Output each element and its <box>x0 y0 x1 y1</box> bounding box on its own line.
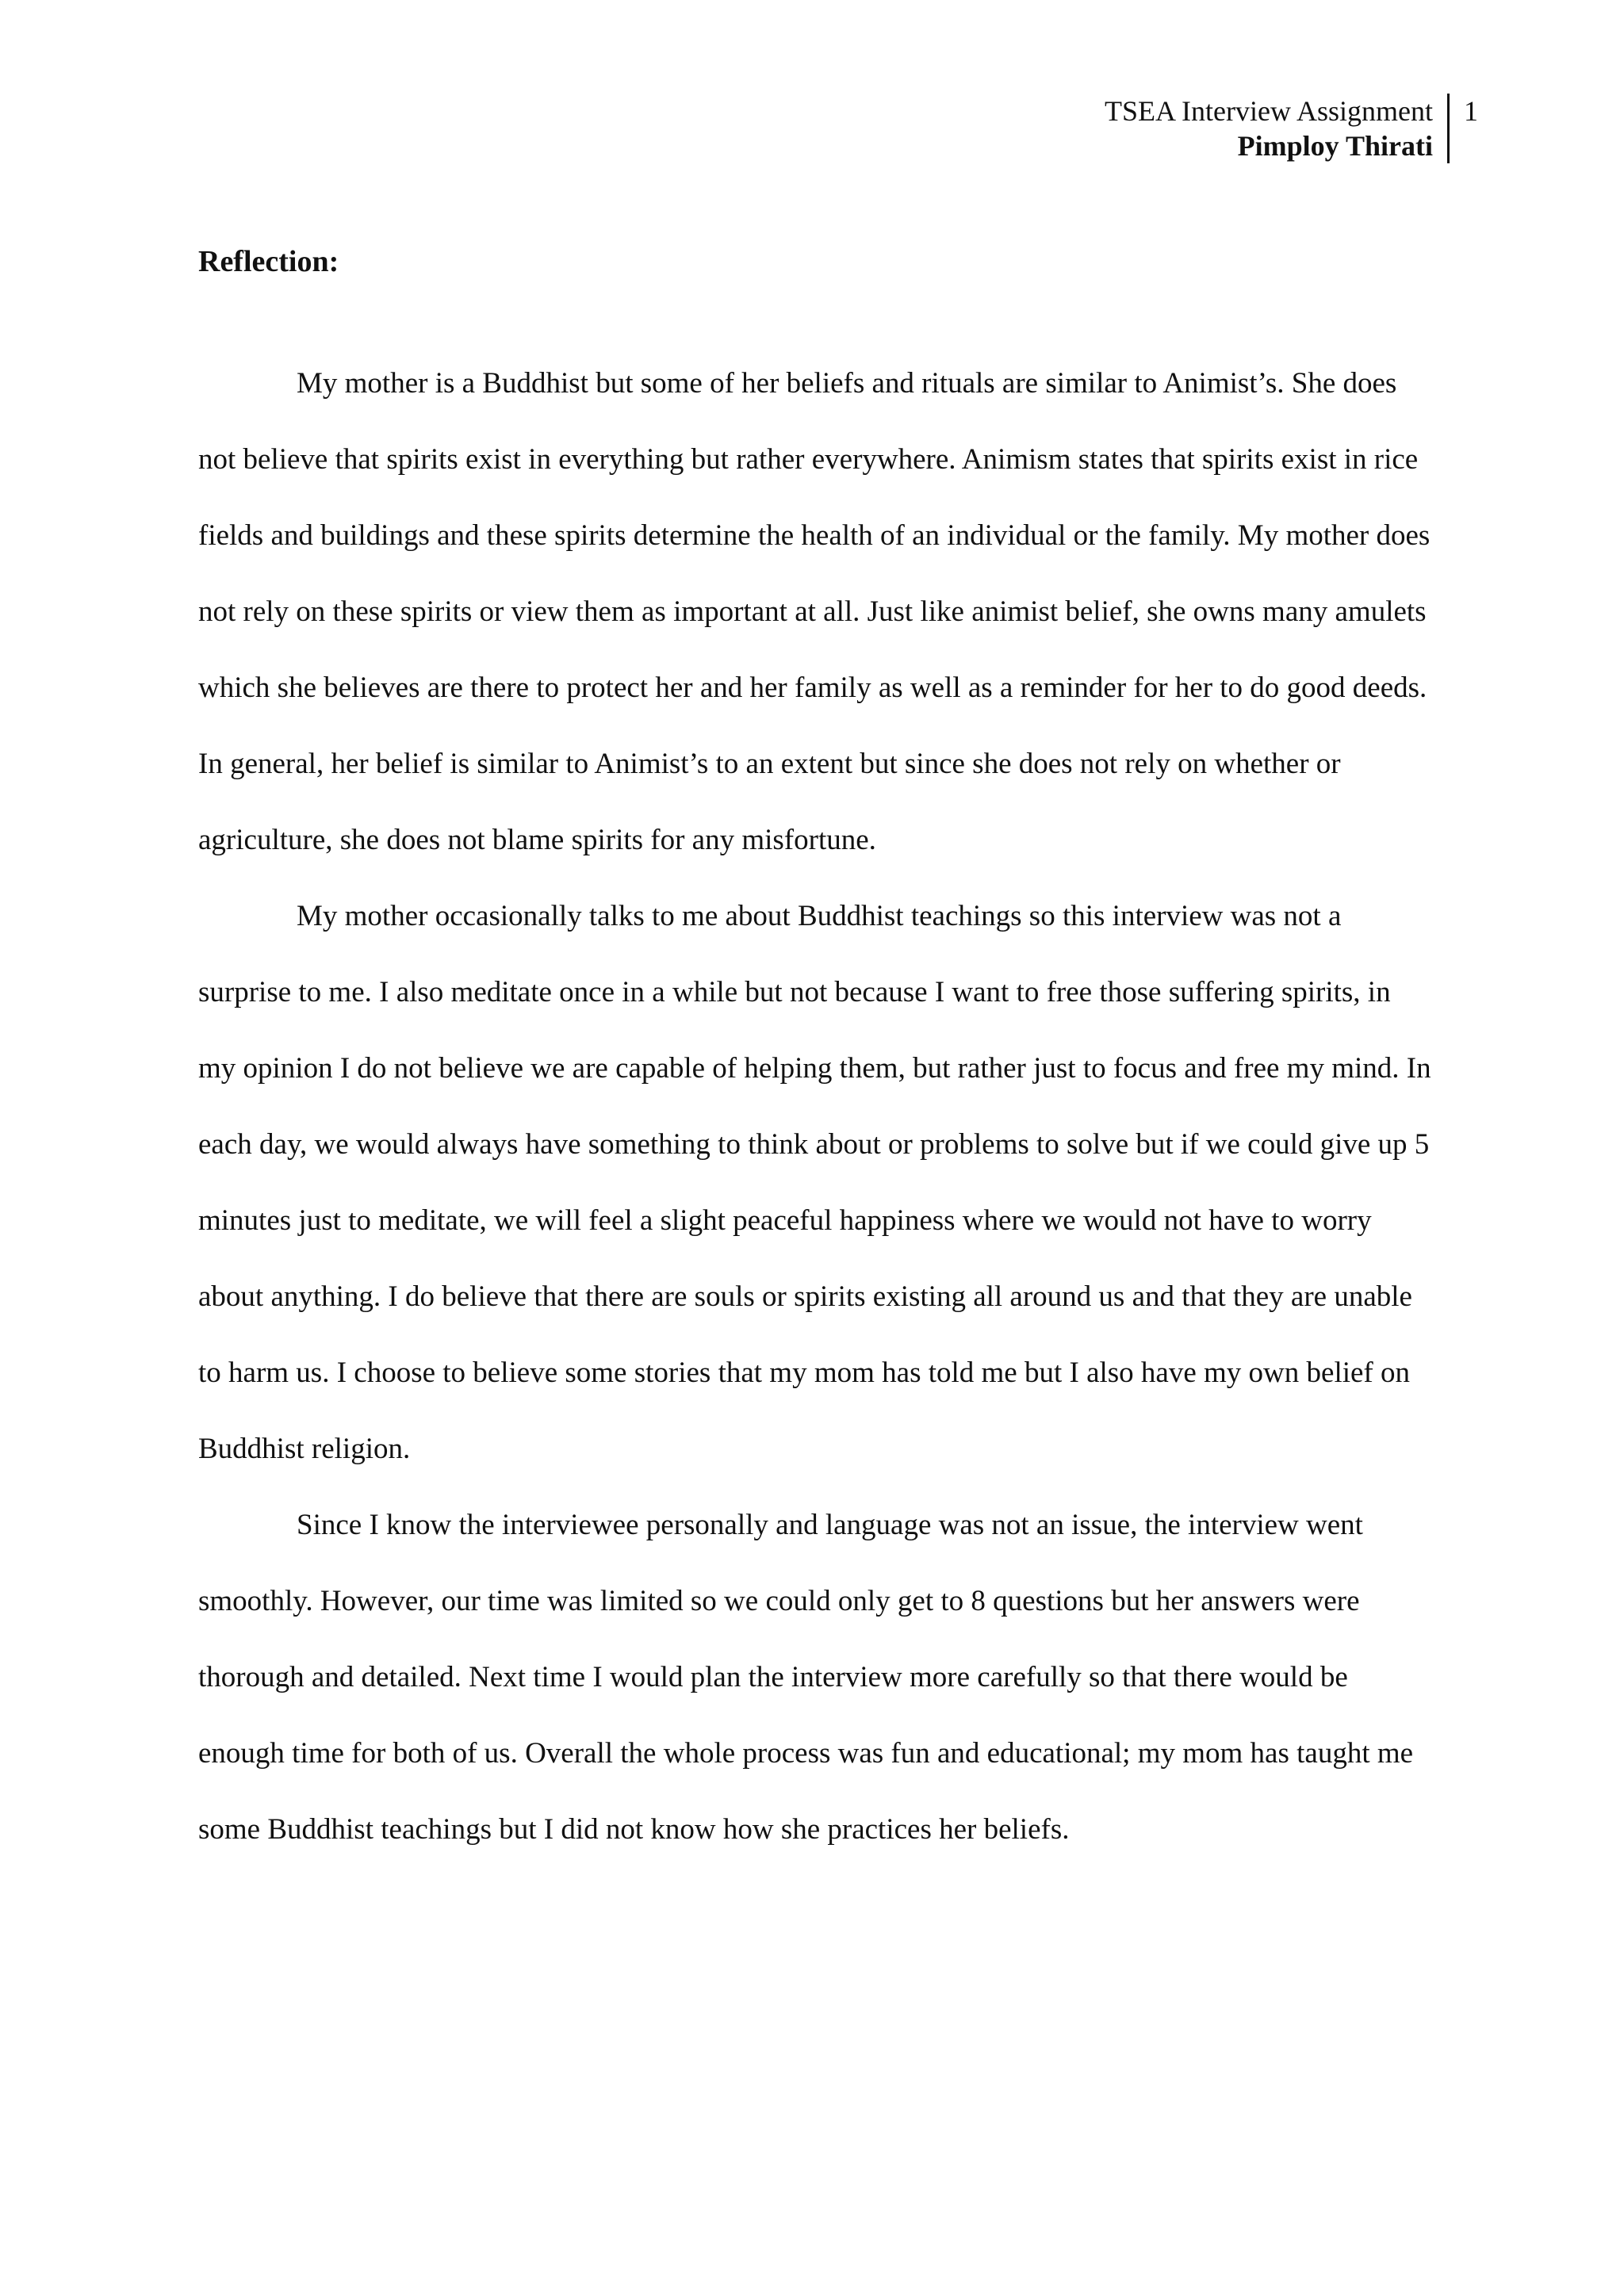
section-heading: Reflection: <box>198 245 339 278</box>
paragraph-1: My mother is a Buddhist but some of her beliefs and rituals are similar to Animist’s. She does not believe that spirits exist in everything but rather everywhere. Animism states that spirits exist in rice fields and buildings and these spirits determine the health of an individual or the family. My mother does not rely on these spirits or view them as important at all. Just like animist belief, she owns many amulets which she believes are there to protect her and her family as well as a reminder for her to do good deeds. In general, her belief is similar to Animist’s to an extent but since she does not rely on whether or agriculture, she does not blame spirits for any misfortune. <box>198 367 1431 856</box>
paragraph-3: Since I know the interviewee personally and language was not an issue, the interview went smoothly. However, our time was limited so we could only get to 8 questions but her answers were thorough and detailed. Next time I would plan the interview more carefully so that there would be enough time for both of us. Overall the whole process was fun and educational; my mom has taught me some Buddhist teachings but I did not know how she practices her beliefs. <box>198 1509 1414 1846</box>
paragraph-2: My mother occasionally talks to me about Buddhist teachings so this interview was not a surprise to me. I also meditate once in a while but not because I want to free those suffering spirits, in my opinion I do not believe we are capable of helping them, but rather just to focus and free my mind. In each day, we would always have something to think about or problems to solve but if we could give up 5 minutes just to meditate, we will feel a slight peaceful happiness where we would not have to worry about anything. I do believe that there are souls or spirits existing all around us and that they are unable to harm us. I choose to believe some stories that my mom has told me but I also have my own belief on Buddhist religion. <box>198 900 1431 1465</box>
header-assignment-title: TSEA Interview Assignment <box>1105 95 1433 127</box>
header-author-name: Pimploy Thirati <box>1237 130 1433 162</box>
body-text <box>198 346 1431 1868</box>
page-number: 1 <box>1464 95 1478 127</box>
running-header <box>1105 94 1450 163</box>
